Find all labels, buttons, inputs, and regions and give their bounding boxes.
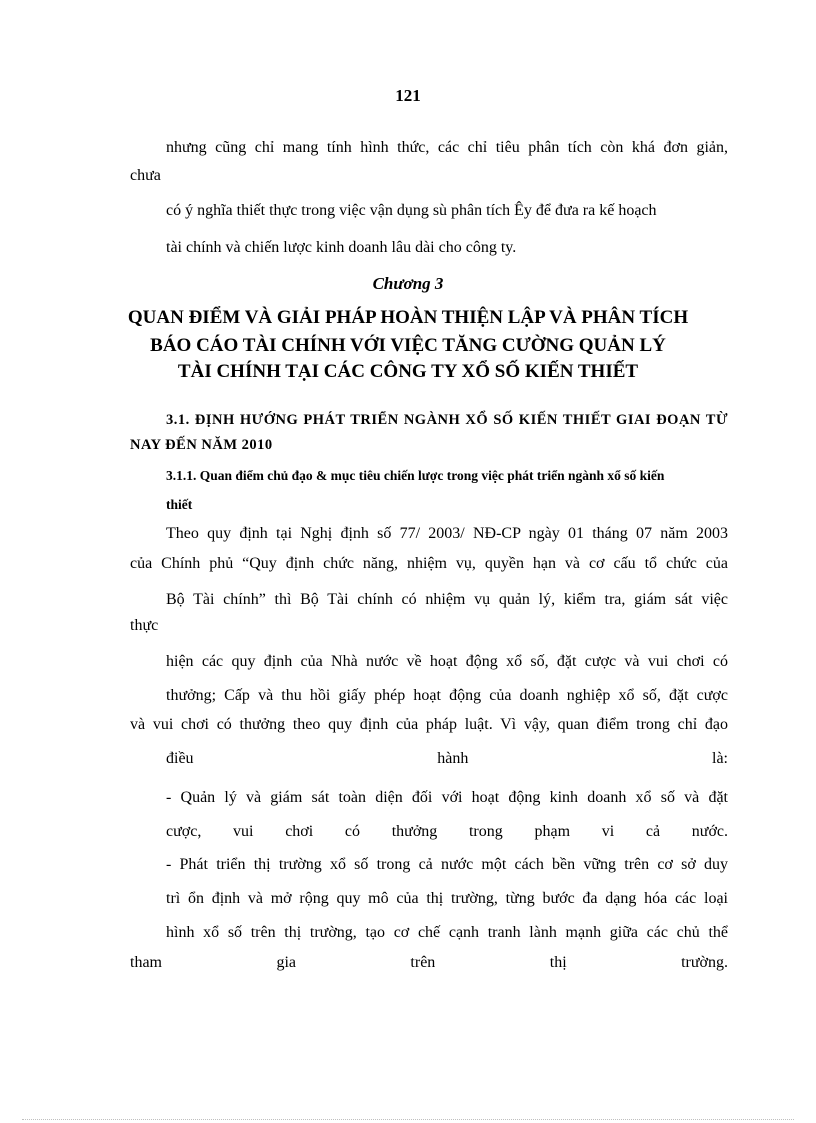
page-number: 121 (395, 86, 421, 105)
section-heading-line: 3.1. ĐỊNH HƯỚNG PHÁT TRIỂN NGÀNH XỔ SỐ KIẾN THIẾT GIAI ĐOẠN TỪ (166, 412, 728, 428)
subsection-heading-line: 3.1.1. Quan điểm chủ đạo & mục tiêu chiến lược trong việc phát triển ngành xổ số kiến (166, 468, 665, 483)
chapter-title-line: QUAN ĐIỂM VÀ GIẢI PHÁP HOÀN THIỆN LẬP VÀ PHÂN TÍCH (127, 307, 689, 328)
text-line: thực (130, 617, 159, 634)
text-line: của Chính phủ “Quy định chức năng, nhiệm vụ, quyền hạn và cơ cấu tổ chức của (130, 555, 728, 572)
text-line: Theo quy định tại Nghị định số 77/ 2003/ NĐ-CP ngày 01 tháng 07 năm 2003 (166, 525, 728, 542)
text-line: có ý nghĩa thiết thực trong việc vận dụng sù phân tích Êy để đưa ra kế hoạch (166, 202, 657, 219)
text-line: trì ổn định và mở rộng quy mô của thị trường, từng bước đa dạng hóa các loại (166, 890, 728, 907)
section-heading-line: NAY ĐẾN NĂM 2010 (130, 437, 273, 453)
text-line: tài chính và chiến lược kinh doanh lâu dài cho công ty. (166, 239, 517, 256)
text-line: tham gia trên thị trường. (130, 954, 728, 971)
chapter-label: Chương 3 (372, 274, 444, 293)
page-bottom-divider (22, 1119, 794, 1120)
text-line: Bộ Tài chính” thì Bộ Tài chính có nhiệm vụ quản lý, kiểm tra, giám sát việc (166, 591, 728, 608)
text-line: nhưng cũng chỉ mang tính hình thức, các chỉ tiêu phân tích còn khá đơn giản, (166, 139, 728, 156)
text-line: thưởng; Cấp và thu hồi giấy phép hoạt động của doanh nghiệp xổ số, đặt cược (166, 687, 728, 704)
text-line: - Phát triển thị trường xổ số trong cả nước một cách bền vững trên cơ sở duy (166, 856, 728, 873)
text-line: - Quản lý và giám sát toàn diện đối với hoạt động kinh doanh xổ số và đặt (166, 789, 728, 806)
subsection-heading-line: thiết (166, 497, 193, 512)
chapter-title-line: BÁO CÁO TÀI CHÍNH VỚI VIỆC TĂNG CƯỜNG QUẢN LÝ (150, 335, 666, 356)
text-line: cược, vui chơi có thưởng trong phạm vi cả nước. (166, 823, 728, 840)
chapter-title-line: TÀI CHÍNH TẠI CÁC CÔNG TY XỔ SỐ KIẾN THIẾT (177, 361, 639, 382)
text-line: hình xổ số trên thị trường, tạo cơ chế cạnh tranh lành mạnh giữa các chủ thể (166, 924, 728, 941)
text-line: điều hành là: (166, 750, 728, 767)
text-line: chưa (130, 167, 161, 184)
text-line: và vui chơi có thưởng theo quy định của pháp luật. Vì vậy, quan điểm trong chỉ đạo (130, 716, 728, 733)
text-line: hiện các quy định của Nhà nước về hoạt động xổ số, đặt cược và vui chơi có (166, 653, 728, 670)
